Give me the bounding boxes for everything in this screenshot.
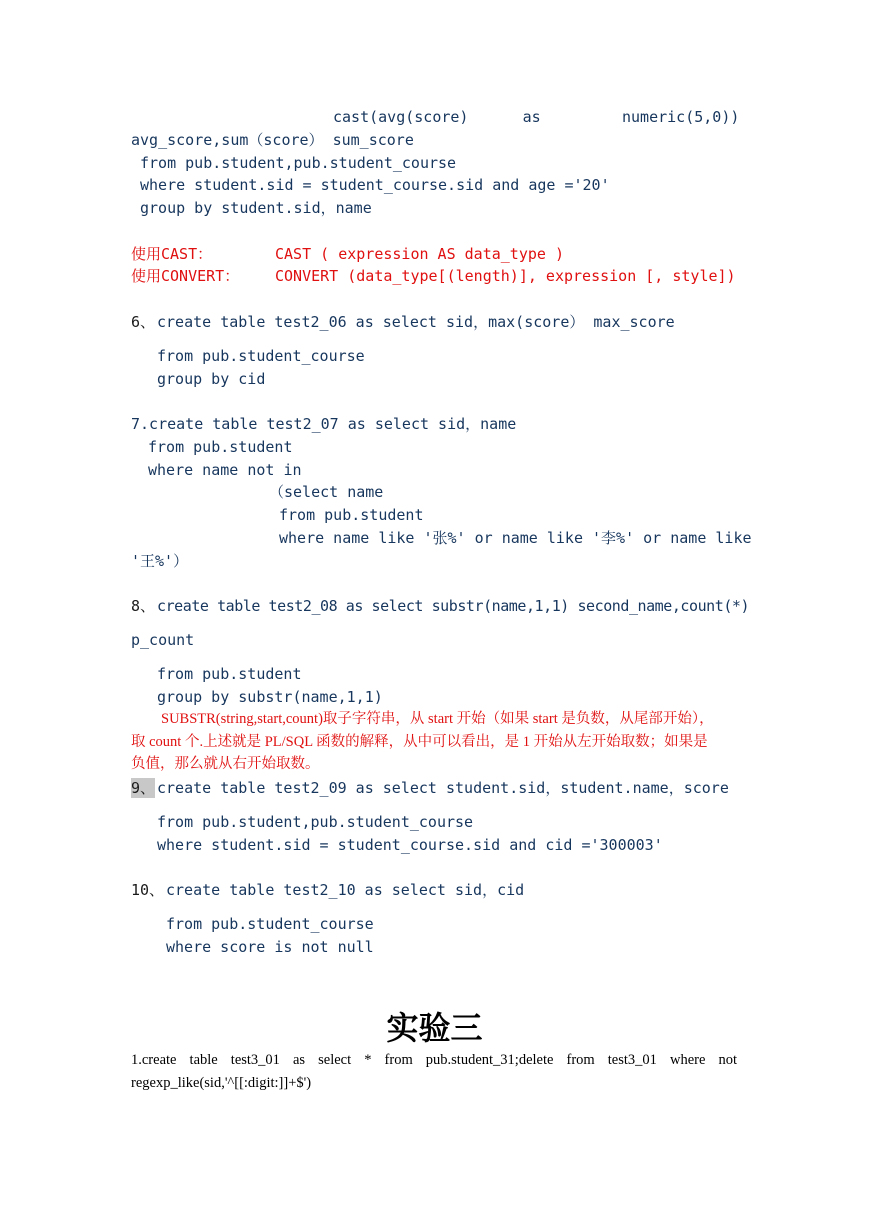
- code-line: where student.sid = student_course.sid and age ='20': [140, 176, 610, 194]
- code-line: group by student.sid，name: [140, 199, 372, 217]
- code-line: '王%'）: [131, 552, 189, 570]
- code-line: create table test2_09 as select student.sid，student.name，score: [157, 779, 729, 797]
- code-line: from pub.student_course: [166, 915, 374, 933]
- code-line: 7.create table test2_07 as select sid，name: [131, 415, 517, 433]
- code-line: where student.sid = student_course.sid and cid ='300003': [157, 836, 663, 854]
- code-line: （select name: [269, 483, 384, 501]
- code-line: create table test2_08 as select substr(name,1,1) second_name,count(*): [157, 597, 750, 615]
- code-line: create table test2_10 as select sid，cid: [166, 881, 525, 899]
- section-title: 实验三: [386, 1009, 483, 1047]
- cast-syntax: CAST ( expression AS data_type ): [275, 245, 564, 263]
- code-line: p_count: [131, 631, 195, 649]
- code-line: cast(avg(score) as numeric(5,0)): [333, 108, 740, 126]
- code-line: from pub.student_course: [157, 347, 365, 365]
- question-number: 8、: [131, 597, 156, 615]
- code-line: where name not in: [148, 461, 302, 479]
- question-number: 10、: [131, 881, 165, 899]
- code-line: from pub.student,pub.student_course: [157, 813, 474, 831]
- section-paragraph-line: regexp_like(sid,'^[[:digit:]]+$'): [131, 1075, 312, 1091]
- code-line: avg_score,sum（score） sum_score: [131, 131, 414, 149]
- question-number: 9、: [131, 779, 156, 797]
- cast-label: 使用CAST：: [131, 245, 213, 263]
- question-number: 6、: [131, 313, 156, 331]
- convert-syntax: CONVERT (data_type[(length)], expression [, style]): [275, 267, 736, 285]
- code-line: create table test2_06 as select sid，max(score） max_score: [157, 313, 675, 331]
- code-line: from pub.student: [148, 438, 293, 456]
- code-line: where score is not null: [166, 938, 374, 956]
- convert-label: 使用CONVERT：: [131, 267, 240, 285]
- code-line: group by cid: [157, 370, 266, 388]
- substr-note: 负值，那么就从右开始取数。: [131, 756, 320, 772]
- code-line: from pub.student: [157, 665, 302, 683]
- code-line: group by substr(name,1,1): [157, 688, 383, 706]
- substr-note: 取 count 个.上述就是 PL/SQL 函数的解释，从中可以看出，是 1 开始从左开始取数；如果是: [131, 734, 708, 750]
- section-paragraph-line: 1.create table test3_01 as select * from pub.student_31;delete from test3_01 where not: [131, 1052, 737, 1068]
- substr-note: SUBSTR(string,start,count)取子字符串，从 start 开始（如果 start 是负数，从尾部开始），: [161, 711, 714, 727]
- code-line: from pub.student: [279, 506, 424, 524]
- code-line: from pub.student,pub.student_course: [140, 154, 457, 172]
- code-line: where name like '张%' or name like '李%' or name like: [279, 529, 752, 547]
